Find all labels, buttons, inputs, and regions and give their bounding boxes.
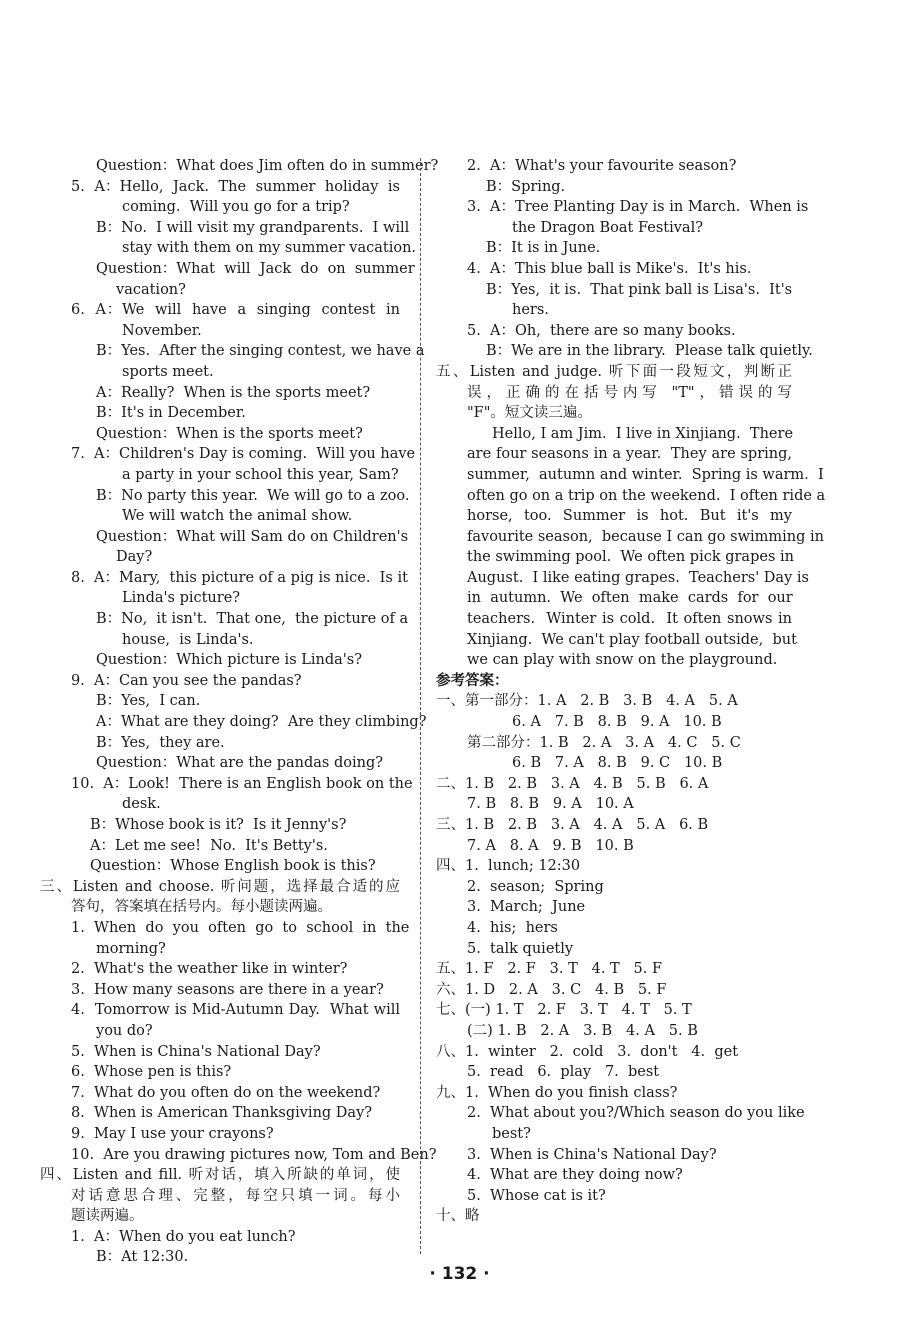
text-line: a party in your school this year, Sam? [122,466,399,483]
text-line: Xinjiang. We can't play football outside, but [467,631,797,648]
text-line: we can play with snow on the playground. [467,652,778,669]
text-line: Linda's picture? [122,590,241,607]
text-line: Question：What does Jim often do in summer? [96,158,439,174]
text-line: (二) 1. B 2. A 3. B 4. A 5. B [467,1022,698,1039]
text-line: 8. A：Mary, this picture of a pig is nice. Is it [71,569,408,586]
text-line: 6. Whose pen is this? [71,1064,232,1081]
text-line: horse, too. Summer is hot. But it's my [467,508,792,525]
text-line: 十、略 [436,1208,480,1225]
text-line: 10. A：Look! There is an English book on the [71,775,413,792]
text-line: often go on a trip on the weekend. I often ride a [467,487,826,504]
text-line: B：No. I will visit my grandparents. I will [96,219,410,236]
text-line: Day? [116,549,153,566]
column-divider [420,158,421,1254]
text-line: 3. A：Tree Planting Day is in March. When is [467,199,809,216]
text-line: 7. A 8. A 9. B 10. B [467,837,634,854]
text-line: 七、(一) 1. T 2. F 3. T 4. T 5. T [436,1002,692,1019]
text-line: 6. A 7. B 8. B 9. A 10. B [512,714,722,731]
left-column [40,156,439,1268]
text-line: desk. [122,796,161,813]
text-line: 答句，答案填在括号内。每小题读两遍。 [71,899,332,916]
text-line: B：At 12:30. [96,1249,189,1266]
text-line: 对话意思合理、完整，每空只填一词。每小 [71,1187,400,1204]
text-line: 题读两遍。 [71,1208,144,1225]
text-line: B：Whose book is it? Is it Jenny's? [90,817,347,833]
text-line: Question：Which picture is Linda's? [96,652,362,669]
text-line: favourite season, because I can go swimming in [467,528,824,545]
text-line: in autumn. We often make cards for our [467,590,793,607]
text-line: B：Yes. After the singing contest, we have a [96,343,425,360]
text-line: 3. March; June [467,899,586,916]
text-line: are four seasons in a year. They are spring, [467,446,792,463]
text-line: 7. B 8. B 9. A 10. A [467,796,634,813]
text-line: Question：Whose English book is this? [90,858,376,875]
text-line: house, is Linda's. [122,631,254,648]
text-line: B：Yes, they are. [96,734,225,751]
text-line: 4. Tomorrow is Mid-Autumn Day. What will [71,1002,400,1019]
text-line: 参考答案： [436,671,509,689]
text-line: 9. May I use your crayons? [71,1125,274,1142]
text-line: 7. What do you often do on the weekend? [71,1084,381,1101]
text-line: 5. A：Hello, Jack. The summer holiday is [71,178,400,195]
text-line: best? [492,1125,531,1142]
text-line: 4. his; hers [467,919,558,936]
text-line: B：No, it isn't. That one, the picture of a [96,611,409,628]
text-line: 2. What about you?/Which season do you like [467,1105,805,1122]
text-line: 4. A：This blue ball is Mike's. It's his. [467,260,752,277]
text-line: vacation? [116,281,186,298]
text-line: 2. What's the weather like in winter? [71,961,348,978]
text-line: August. I like eating grapes. Teachers' Day is [467,569,809,586]
text-line: 六、1. D 2. A 3. C 4. B 5. F [436,981,667,998]
text-line: 四、Listen and fill. 听对话，填入所缺的单词，使 [40,1167,400,1184]
text-line: 2. A：What's your favourite season? [467,158,737,174]
text-line: "F"。短文读三遍。 [467,405,592,422]
text-line: A：Let me see! No. It's Betty's. [90,837,328,854]
text-line: 3. How many seasons are there in a year? [71,981,384,998]
text-line: 二、1. B 2. B 3. A 4. B 5. B 6. A [436,775,709,792]
right-column [436,156,826,1227]
text-line: Question：When is the sports meet? [96,425,363,442]
text-line: the Dragon Boat Festival? [512,219,703,236]
text-line: B：It is in June. [486,240,601,257]
text-line: A：What are they doing? Are they climbing? [96,714,427,731]
text-line: coming. Will you go for a trip? [122,199,350,216]
text-line: 五、Listen and judge. 听下面一段短文，判断正 [436,363,792,380]
text-line: 5. talk quietly [467,940,574,957]
text-line: sports meet. [122,363,214,380]
text-line: B：Yes, I can. [96,693,201,710]
text-line: 2. season; Spring [467,878,604,895]
text-line: We will watch the animal show. [122,508,353,525]
text-line: Question：What will Sam do on Children's [96,528,409,545]
text-line: 5. A：Oh, there are so many books. [467,322,736,339]
text-line: B：Spring. [486,178,566,195]
text-line: 四、1. lunch; 12:30 [436,858,581,875]
text-line: 5. Whose cat is it? [467,1187,606,1204]
text-line: 5. read 6. play 7. best [467,1064,660,1081]
text-line: A：Really? When is the sports meet? [96,384,371,401]
text-line: 10. Are you drawing pictures now, Tom and Ben? [71,1146,437,1163]
text-line: B：No party this year. We will go to a zoo. [96,487,410,504]
text-line: 1. A：When do you eat lunch? [71,1228,296,1245]
text-line: 7. A：Children's Day is coming. Will you have [71,446,416,463]
text-line: B：Yes, it is. That pink ball is Lisa's. It's [486,281,793,298]
text-line: 八、1. winter 2. cold 3. don't 4. get [436,1043,739,1060]
text-line: 一、第一部分：1. A 2. B 3. B 4. A 5. A [436,693,738,710]
text-line: the swimming pool. We often pick grapes in [467,549,794,566]
text-line: November. [122,322,202,339]
text-line: 5. When is China's National Day? [71,1043,321,1060]
text-line: 3. When is China's National Day? [467,1146,717,1163]
text-line: 九、1. When do you finish class? [436,1084,678,1101]
text-line: 9. A：Can you see the pandas? [71,672,302,689]
text-line: 误，正确的在括号内写 "T"，错误的写 [467,384,792,401]
text-line: 4. What are they doing now? [467,1167,683,1184]
text-line: morning? [96,940,166,957]
text-line: 三、1. B 2. B 3. A 4. A 5. A 6. B [436,817,709,833]
text-line: stay with them on my summer vacation. [122,240,417,257]
text-line: Hello, I am Jim. I live in Xinjiang. There [492,425,794,442]
text-line: 三、Listen and choose. 听问题，选择最合适的应 [40,878,400,895]
text-line: B：We are in the library. Please talk quietly. [486,343,813,360]
text-line: summer, autumn and winter. Spring is warm. I [467,466,824,483]
text-line: 五、1. F 2. F 3. T 4. T 5. F [436,961,663,978]
text-line: 6. A：We will have a singing contest in [71,302,400,319]
text-line: 第二部分：1. B 2. A 3. A 4. C 5. C [467,734,741,751]
text-line: Question：What are the pandas doing? [96,755,384,772]
text-line: 6. B 7. A 8. B 9. C 10. B [512,755,723,772]
text-line: teachers. Winter is cold. It often snows in [467,611,792,628]
text-line: hers. [512,302,549,319]
text-line: B：It's in December. [96,405,246,422]
text-line: 1. When do you often go to school in the [71,919,410,936]
text-line: Question：What will Jack do on summer [96,260,415,277]
page-number: · 132 · [429,1264,490,1284]
text-line: you do? [96,1022,153,1039]
text-line: 8. When is American Thanksgiving Day? [71,1105,373,1122]
